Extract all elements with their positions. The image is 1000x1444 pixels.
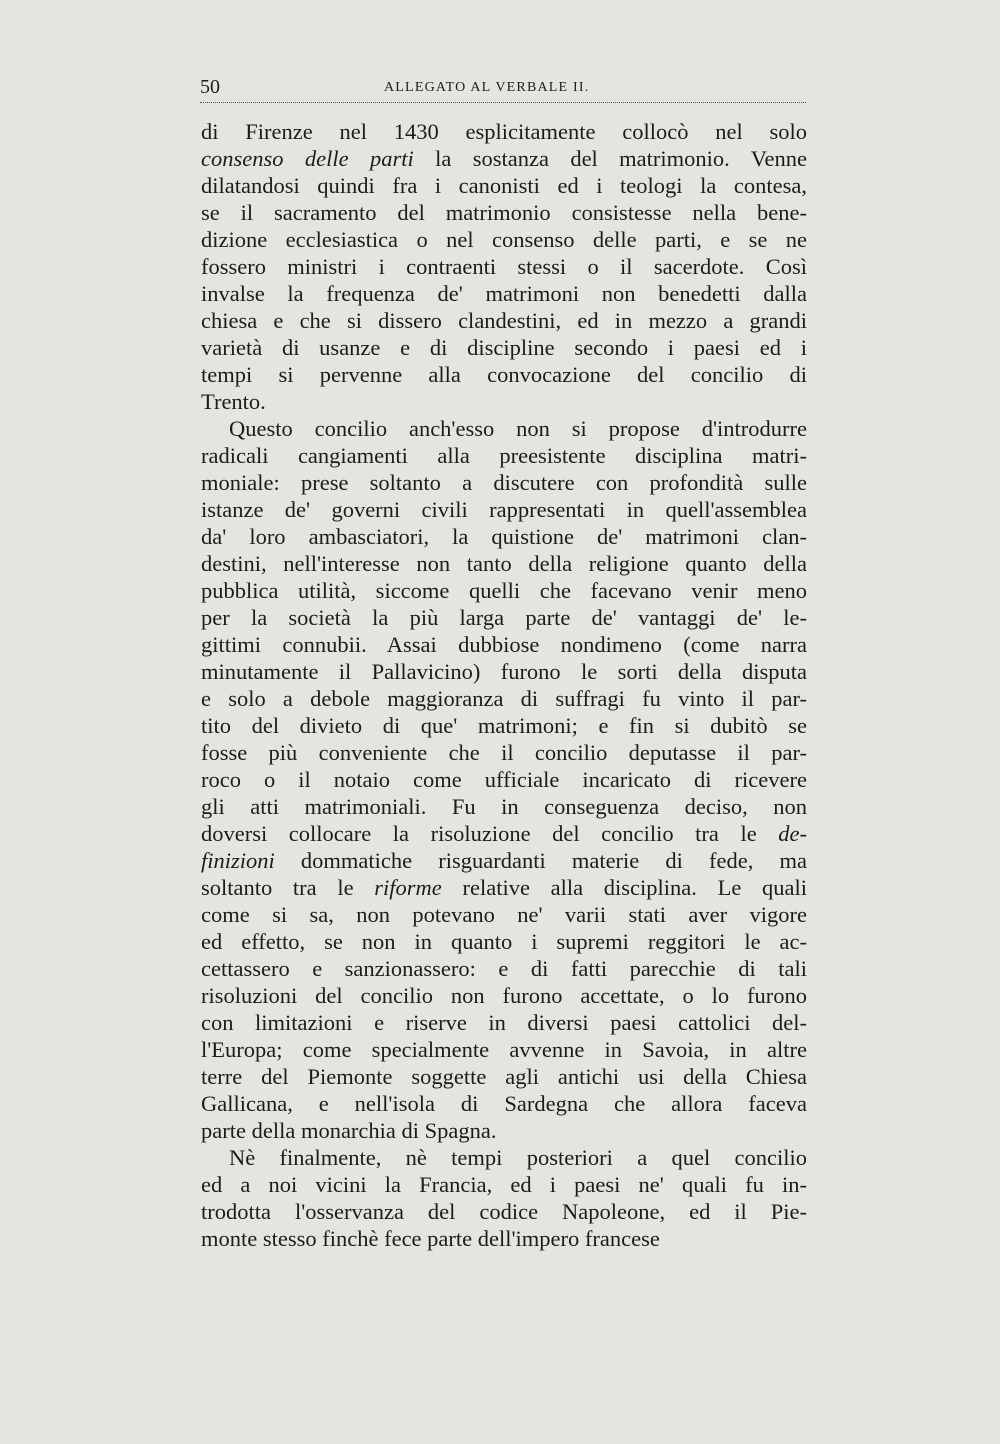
text-line bbox=[201, 118, 807, 145]
text-run: ed a noi vicini la Francia, ed i paesi ne' quali fu in- bbox=[201, 1172, 807, 1197]
text-line bbox=[201, 496, 807, 523]
text-run: di Firenze nel 1430 esplicitamente collocò nel solo bbox=[201, 119, 807, 144]
running-title: ALLEGATO AL VERBALE II. bbox=[384, 80, 590, 95]
text-run: cettassero e sanzionassero: e di fatti parecchie di tali bbox=[201, 956, 807, 981]
text-line bbox=[201, 1225, 807, 1252]
text-line bbox=[201, 1144, 807, 1171]
text-line bbox=[201, 604, 807, 631]
text-line bbox=[201, 874, 807, 901]
text-line bbox=[201, 226, 807, 253]
body-text bbox=[201, 118, 807, 1252]
text-run: e solo a debole maggioranza di suffragi fu vinto il par- bbox=[201, 686, 807, 711]
text-line bbox=[201, 793, 807, 820]
text-run: Nè finalmente, nè tempi posteriori a quel concilio bbox=[229, 1145, 807, 1170]
text-line bbox=[201, 523, 807, 550]
text-run: invalse la frequenza de' matrimoni non benedetti dalla bbox=[201, 281, 807, 306]
text-line bbox=[201, 388, 807, 415]
text-run: radicali cangiamenti alla preesistente disciplina matri- bbox=[201, 443, 807, 468]
text-line bbox=[201, 928, 807, 955]
italic-text: de- bbox=[778, 821, 807, 846]
text-run: da' loro ambasciatori, la quistione de' matrimoni clan- bbox=[201, 524, 807, 549]
text-line bbox=[201, 739, 807, 766]
italic-text: finizioni bbox=[201, 848, 275, 873]
text-line bbox=[201, 658, 807, 685]
text-line bbox=[201, 685, 807, 712]
text-run: ed effetto, se non in quanto i supremi reggitori le ac- bbox=[201, 929, 807, 954]
text-run: pubblica utilità, siccome quelli che facevano venir meno bbox=[201, 578, 807, 603]
text-line bbox=[201, 280, 807, 307]
italic-text: consenso delle parti bbox=[201, 146, 414, 171]
text-line bbox=[201, 1009, 807, 1036]
text-run: monte stesso finchè fece parte dell'impero francese bbox=[201, 1226, 660, 1251]
text-run: Trento. bbox=[201, 389, 266, 414]
text-line bbox=[201, 469, 807, 496]
text-run: fosse più conveniente che il concilio deputasse il par- bbox=[201, 740, 807, 765]
text-line bbox=[201, 1063, 807, 1090]
text-run: con limitazioni e riserve in diversi paesi cattolici del- bbox=[201, 1010, 807, 1035]
text-line bbox=[201, 820, 807, 847]
text-run: Questo concilio anch'esso non si propose d'introdurre bbox=[229, 416, 807, 441]
text-line bbox=[201, 307, 807, 334]
text-line bbox=[201, 847, 807, 874]
text-line bbox=[201, 577, 807, 604]
text-run: fossero ministri i contraenti stessi o il sacerdote. Così bbox=[201, 254, 807, 279]
text-run: moniale: prese soltanto a discutere con profondità sulle bbox=[201, 470, 807, 495]
text-run: come si sa, non potevano ne' varii stati aver vigore bbox=[201, 902, 807, 927]
page-number: 50 bbox=[200, 76, 220, 98]
text-run: la sostanza del matrimonio. Venne bbox=[413, 146, 807, 171]
text-run: se il sacramento del matrimonio consistesse nella bene- bbox=[201, 200, 807, 225]
text-line bbox=[201, 1090, 807, 1117]
text-run: roco o il notaio come ufficiale incaricato di ricevere bbox=[201, 767, 807, 792]
text-run: risoluzioni del concilio non furono accettate, o lo furono bbox=[201, 983, 807, 1008]
text-line bbox=[201, 982, 807, 1009]
text-line bbox=[201, 766, 807, 793]
text-run: relative alla disciplina. Le quali bbox=[441, 875, 808, 900]
text-run: dilatandosi quindi fra i canonisti ed i teologi la contesa, bbox=[201, 173, 807, 198]
text-line bbox=[201, 1117, 807, 1144]
text-line bbox=[201, 955, 807, 982]
text-run: trodotta l'osservanza del codice Napoleone, ed il Pie- bbox=[201, 1199, 807, 1224]
text-run: gli atti matrimoniali. Fu in conseguenza deciso, non bbox=[201, 794, 807, 819]
text-run: doversi collocare la risoluzione del concilio tra le bbox=[201, 821, 779, 846]
text-line bbox=[201, 1171, 807, 1198]
text-run: istanze de' governi civili rappresentati in quell'assemblea bbox=[201, 497, 807, 522]
text-run: varietà di usanze e di discipline secondo i paesi ed i bbox=[201, 335, 807, 360]
text-line bbox=[201, 415, 807, 442]
text-run: terre del Piemonte soggette agli antichi usi della Chiesa bbox=[201, 1064, 807, 1089]
text-line bbox=[201, 199, 807, 226]
text-line bbox=[201, 1036, 807, 1063]
text-line bbox=[201, 145, 807, 172]
text-run: dizione ecclesiastica o nel consenso delle parti, e se ne bbox=[201, 227, 807, 252]
text-run: per la società la più larga parte de' vantaggi de' le- bbox=[201, 605, 807, 630]
text-line bbox=[201, 172, 807, 199]
text-line bbox=[201, 712, 807, 739]
text-run: gittimi connubii. Assai dubbiose nondimeno (come narra bbox=[201, 632, 807, 657]
text-line bbox=[201, 253, 807, 280]
text-line bbox=[201, 1198, 807, 1225]
text-line bbox=[201, 361, 807, 388]
page-header bbox=[200, 76, 806, 98]
text-run: parte della monarchia di Spagna. bbox=[201, 1118, 497, 1143]
text-run: Gallicana, e nell'isola di Sardegna che allora faceva bbox=[201, 1091, 807, 1116]
text-run: tempi si pervenne alla convocazione del concilio di bbox=[201, 362, 807, 387]
text-run: destini, nell'interesse non tanto della religione quanto della bbox=[201, 551, 807, 576]
text-run: l'Europa; come specialmente avvenne in Savoia, in altre bbox=[201, 1037, 807, 1062]
text-line bbox=[201, 901, 807, 928]
text-run: tito del divieto di que' matrimoni; e fin si dubitò se bbox=[201, 713, 807, 738]
text-run: chiesa e che si dissero clandestini, ed in mezzo a grandi bbox=[201, 308, 807, 333]
text-run: dommatiche risguardanti materie di fede, ma bbox=[274, 848, 807, 873]
text-line bbox=[201, 631, 807, 658]
text-run: minutamente il Pallavicino) furono le sorti della disputa bbox=[201, 659, 807, 684]
header-rule bbox=[200, 102, 806, 103]
text-run: soltanto tra le bbox=[201, 875, 375, 900]
text-line bbox=[201, 550, 807, 577]
text-line bbox=[201, 442, 807, 469]
italic-text: riforme bbox=[374, 875, 442, 900]
text-line bbox=[201, 334, 807, 361]
